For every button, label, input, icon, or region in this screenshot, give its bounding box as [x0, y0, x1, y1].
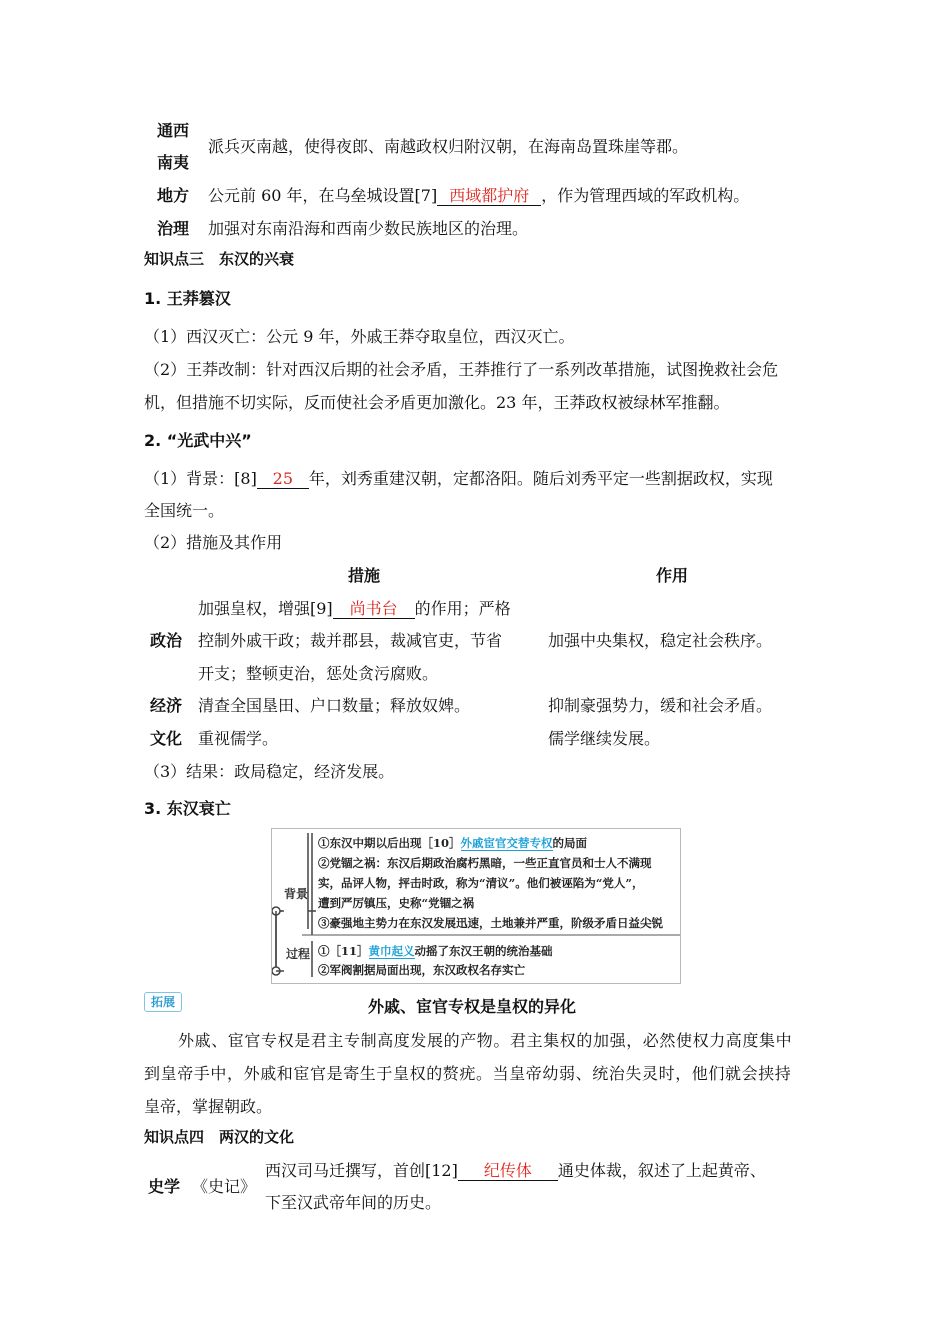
- row-text-zhili: 加强对东南沿海和西南少数民族地区的治理。: [208, 219, 529, 238]
- expand-line-3: 皇帝，掌握朝政。: [144, 1097, 273, 1116]
- expand-line-1: 外戚、宦官专权是君主专制高度发展的产物。君主集权的加强，必然使权力高度集中: [178, 1031, 793, 1050]
- section-heading-4: 知识点四 两汉的文化: [144, 1128, 295, 1146]
- label-politics: 政治: [150, 631, 183, 650]
- row-label-zhili: 治理: [157, 219, 190, 238]
- label-culture: 文化: [150, 729, 183, 748]
- politics-measure-3: 开支；整顿吏治，惩处贪污腐败。: [198, 664, 439, 683]
- row-label-difang: 地方: [157, 186, 190, 205]
- diagram-line-1: ①东汉中期以后出现［10］外戚宦官交替专权的局面: [318, 836, 588, 850]
- measures-title: （2）措施及其作用: [144, 533, 283, 552]
- answer-8: 25: [257, 470, 309, 489]
- culture-measure: 重视儒学。: [198, 729, 279, 748]
- politics-effect: 加强中央集权，稳定社会秩序。: [548, 631, 773, 650]
- label-economy: 经济: [150, 696, 183, 715]
- para-reform-2: 机，但措施不切实际，反而使社会矛盾更加激化。23 年，王莽政权被绿林军推翻。: [144, 393, 730, 412]
- book-shiji: 《史记》: [192, 1177, 257, 1196]
- para-reform-1: （2）王莽改制：针对西汉后期的社会矛盾，王莽推行了一系列改革措施，试图挽救社会危: [144, 360, 779, 379]
- para-xihan-end: （1）西汉灭亡：公元 9 年，外戚王莽夺取皇位，西汉灭亡。: [144, 327, 575, 346]
- economy-effect: 抑制豪强势力，缓和社会矛盾。: [548, 696, 773, 715]
- col-header-effect: 作用: [656, 566, 689, 585]
- politics-measure-2: 控制外戚干政；裁并郡县，裁减官吏，节省: [198, 631, 503, 650]
- answer-11: 黄巾起义: [368, 944, 415, 958]
- economy-measure: 清查全国垦田、户口数量；释放奴婢。: [198, 696, 471, 715]
- diagram-line-4: 遭到严厉镇压，史称“党锢之祸: [318, 896, 475, 910]
- expand-line-2: 到皇帝手中，外戚和宦官是寄生于皇权的赘疣。当皇帝幼弱、统治失灵时，他们就会挟持: [144, 1064, 792, 1083]
- diagram-line-2: ②党锢之祸：东汉后期政治腐朽黑暗，一些正直官员和士人不满现: [318, 856, 652, 870]
- col-header-measure: 措施: [348, 566, 381, 585]
- para-background: （1）背景：[8] 25 年，刘秀重建汉朝，定都洛阳。随后刘秀平定一些割据政权，实现: [144, 469, 773, 488]
- row-text-difang: 公元前 60 年，在乌垒城设置[7] 西域都护府 ，作为管理西域的军政机构。: [208, 186, 750, 205]
- expand-badge: 拓展: [144, 992, 182, 1012]
- subheading-wangmang: 1. 王莽篡汉: [144, 289, 231, 308]
- label-process: 过程: [286, 947, 311, 961]
- subheading-decline: 3. 东汉衰亡: [144, 799, 231, 818]
- para-background-2: 全国统一。: [144, 501, 225, 520]
- history-line-1: 西汉司马迁撰写，首创[12] 纪传体 通史体裁，叙述了上起黄帝、: [265, 1161, 766, 1180]
- label-history: 史学: [148, 1177, 181, 1196]
- row-label-tongxi: 通西: [157, 121, 190, 140]
- label-background: 背景: [284, 887, 309, 901]
- para-result: （3）结果：政局稳定，经济发展。: [144, 762, 395, 781]
- culture-effect: 儒学继续发展。: [548, 729, 661, 748]
- expand-title: 外戚、宦官专权是皇权的异化: [368, 997, 577, 1016]
- diagram-line-3: 实，品评人物，抨击时政，称为“清议”。他们被诬陷为“党人”，: [318, 876, 644, 890]
- history-line-2: 下至汉武帝年间的历史。: [265, 1193, 442, 1212]
- row-label-nanyi: 南夷: [157, 153, 190, 172]
- answer-7: 西域都护府: [437, 187, 541, 206]
- diagram-line-6: ①［11］黄巾起义动摇了东汉王朝的统治基础: [318, 944, 553, 958]
- section-heading-3: 知识点三 东汉的兴衰: [144, 250, 295, 268]
- answer-10: 外戚宦官交替专权: [460, 836, 553, 850]
- diagram-line-5: ③豪强地主势力在东汉发展迅速，土地兼并严重，阶级矛盾日益尖锐: [318, 916, 663, 930]
- answer-9: 尚书台: [333, 600, 415, 619]
- diagram-line-7: ②军阀割据局面出现，东汉政权名存实亡: [318, 963, 525, 977]
- decline-diagram: [271, 828, 681, 984]
- answer-12: 纪传体: [458, 1162, 558, 1181]
- subheading-guangwu: 2. “光武中兴”: [144, 431, 252, 450]
- row-text-tongxi: 派兵灭南越，使得夜郎、南越政权归附汉朝，在海南岛置珠崖等郡。: [208, 137, 689, 156]
- politics-measure-1: 加强皇权，增强[9] 尚书台 的作用；严格: [198, 599, 511, 618]
